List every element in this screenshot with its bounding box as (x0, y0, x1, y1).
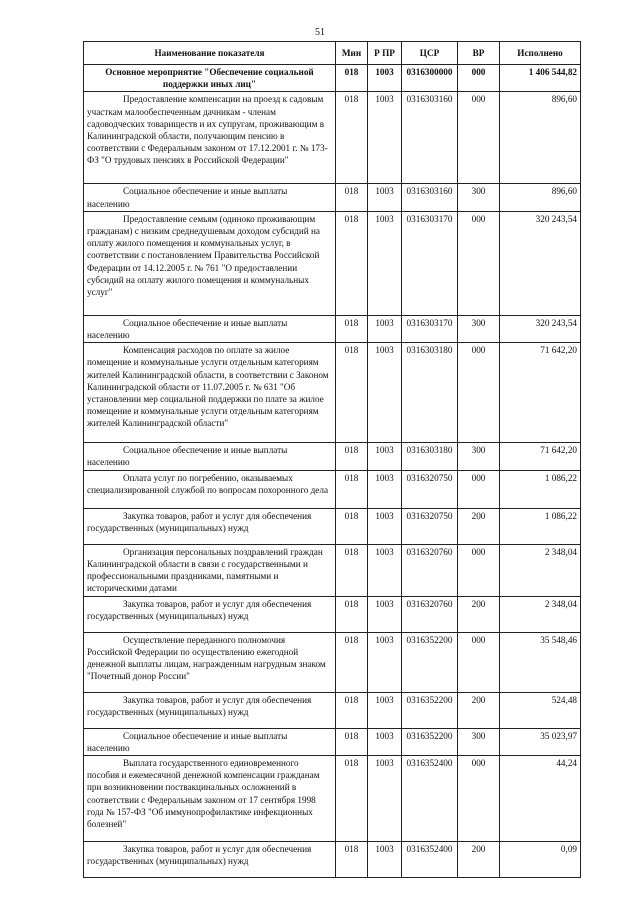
row-amount: 44,24 (500, 756, 581, 842)
row-amount: 896,60 (500, 92, 581, 184)
row-vr: 300 (458, 315, 500, 342)
row-vr: 200 (458, 842, 500, 878)
page-number: 51 (315, 27, 325, 38)
row-name: Компенсация расходов по оплате за жилое помещение и коммунальные услуги отдельным категориям жителей Калининградской области, в соответствии с Законом Калининградской области от 11.07.2005 г. № 631 "Об установлении мер социальной поддержки по плате за жилое помещение и коммунальные услуги отдельным категориям жителей Калининградской области" (87, 345, 329, 429)
row-amount: 71 642,20 (500, 343, 581, 443)
row-amount: 320 243,54 (500, 211, 581, 315)
table-row (84, 470, 581, 508)
row-min: 018 (336, 443, 368, 470)
row-rpr: 1003 (368, 470, 402, 508)
row-rpr: 1003 (368, 842, 402, 878)
table-row (84, 544, 581, 596)
row-min: 018 (336, 470, 368, 508)
row-vr: 000 (458, 211, 500, 315)
row-rpr: 1003 (368, 184, 402, 211)
row-vr: 200 (458, 508, 500, 544)
row-name: Закупка товаров, работ и услуг для обеспечения государственных (муниципальных) нужд (87, 510, 312, 533)
row-name: Предоставление семьям (одиноко проживающим гражданам) с низким среднедушевым доходом субсидий на оплату жилого помещения и коммунальных услуг, в соответствии с постановлением Правительства Российской Федерации от 14.12.2005 г. № 761 "О предоставлении субсидий на оплату жилого помещения и коммунальных услуг" (87, 213, 320, 298)
row-vr: 300 (458, 728, 500, 755)
table-row (84, 315, 581, 342)
table-row (84, 756, 581, 842)
row-csr: 0316303170 (402, 211, 458, 315)
row-rpr: 1003 (368, 596, 402, 632)
row-csr: 0316303160 (402, 92, 458, 184)
row-name: Социальное обеспечение и иные выплаты населению (87, 186, 288, 209)
row-vr: 000 (458, 65, 500, 92)
row-rpr: 1003 (368, 692, 402, 728)
table-header-row (84, 42, 581, 65)
row-rpr: 1003 (368, 92, 402, 184)
row-amount: 0,09 (500, 842, 581, 878)
table-row (84, 728, 581, 755)
row-min: 018 (336, 92, 368, 184)
row-rpr: 1003 (368, 443, 402, 470)
row-vr: 000 (458, 92, 500, 184)
row-csr: 0316303160 (402, 184, 458, 211)
table-row (84, 184, 581, 211)
row-vr: 300 (458, 184, 500, 211)
row-amount: 1 086,22 (500, 508, 581, 544)
row-amount: 524,48 (500, 692, 581, 728)
row-min: 018 (336, 315, 368, 342)
row-rpr: 1003 (368, 65, 402, 92)
row-rpr: 1003 (368, 508, 402, 544)
row-name: Оплата услуг по погребению, оказываемых специализированной службой по вопросам похоронного дела (87, 472, 329, 495)
row-amount: 2 348,04 (500, 544, 581, 596)
row-amount: 35 548,46 (500, 632, 581, 692)
row-min: 018 (336, 544, 368, 596)
row-rpr: 1003 (368, 315, 402, 342)
row-rpr: 1003 (368, 211, 402, 315)
row-csr: 0316320760 (402, 596, 458, 632)
header-csr: ЦСР (402, 42, 458, 65)
row-vr: 000 (458, 470, 500, 508)
row-min: 018 (336, 692, 368, 728)
row-amount: 896,60 (500, 184, 581, 211)
table-row (84, 211, 581, 315)
table-row (84, 692, 581, 728)
row-rpr: 1003 (368, 544, 402, 596)
table-row (84, 596, 581, 632)
row-vr: 200 (458, 596, 500, 632)
row-min: 018 (336, 632, 368, 692)
row-name: Выплата государственного единовременного пособия и ежемесячной денежной компенсации гражданам при возникновении поствакцинальных осложнений в соответствии с Федеральным законом от 17 сентября 1998 года № 157-ФЗ "Об иммунопрофилактике инфекционных болезней" (87, 758, 320, 830)
row-csr: 0316300000 (402, 65, 458, 92)
expenditure-table (83, 41, 581, 878)
table-row (84, 92, 581, 184)
row-csr: 0316352400 (402, 756, 458, 842)
row-amount: 1 086,22 (500, 470, 581, 508)
row-rpr: 1003 (368, 728, 402, 755)
row-name: Закупка товаров, работ и услуг для обеспечения государственных (муниципальных) нужд (87, 598, 312, 621)
row-vr: 000 (458, 343, 500, 443)
row-rpr: 1003 (368, 756, 402, 842)
header-amount: Исполнено (500, 42, 581, 65)
table-row (84, 842, 581, 878)
row-min: 018 (336, 508, 368, 544)
row-amount: 35 023,97 (500, 728, 581, 755)
row-vr: 000 (458, 756, 500, 842)
row-csr: 0316303170 (402, 315, 458, 342)
table-row (84, 443, 581, 470)
table-row (84, 632, 581, 692)
row-csr: 0316352200 (402, 692, 458, 728)
row-name: Социальное обеспечение и иные выплаты населению (87, 730, 288, 753)
row-csr: 0316320760 (402, 544, 458, 596)
row-min: 018 (336, 596, 368, 632)
table-row (84, 508, 581, 544)
table-row (84, 343, 581, 443)
row-name: Социальное обеспечение и иные выплаты населению (87, 445, 288, 468)
row-csr: 0316352200 (402, 728, 458, 755)
row-name: Осуществление переданного полномочия Российской Федерации по осуществлению ежегодной денежной выплаты лицам, награжденным нагрудным знаком "Почетный донор России" (87, 634, 326, 682)
row-min: 018 (336, 343, 368, 443)
row-amount: 71 642,20 (500, 443, 581, 470)
header-rpr: Р ПР (368, 42, 402, 65)
header-vr: ВР (458, 42, 500, 65)
row-csr: 0316352200 (402, 632, 458, 692)
row-name: Закупка товаров, работ и услуг для обеспечения государственных (муниципальных) нужд (87, 844, 312, 867)
row-vr: 300 (458, 443, 500, 470)
header-min: Мин (336, 42, 368, 65)
row-csr: 0316320750 (402, 508, 458, 544)
table-row (84, 65, 581, 92)
row-min: 018 (336, 756, 368, 842)
row-csr: 0316303180 (402, 343, 458, 443)
header-name: Наименование показателя (84, 42, 336, 65)
row-csr: 0316352400 (402, 842, 458, 878)
row-min: 018 (336, 211, 368, 315)
row-name: Основное мероприятие "Обеспечение социальной поддержки иных лиц" (105, 67, 314, 90)
row-min: 018 (336, 184, 368, 211)
row-min: 018 (336, 728, 368, 755)
row-csr: 0316303180 (402, 443, 458, 470)
row-vr: 200 (458, 692, 500, 728)
row-vr: 000 (458, 632, 500, 692)
row-name: Организация персональных поздравлений граждан Калининградской области в связи с государственными и профессиональными праздниками, памятными и историческими датами (87, 546, 323, 594)
row-amount: 1 406 544,82 (500, 65, 581, 92)
row-amount: 320 243,54 (500, 315, 581, 342)
row-csr: 0316320750 (402, 470, 458, 508)
row-rpr: 1003 (368, 632, 402, 692)
row-vr: 000 (458, 544, 500, 596)
row-min: 018 (336, 65, 368, 92)
row-name: Предоставление компенсации на проезд к садовым участкам малообеспеченным дачникам - членам садоводческих товариществ и их супругам, проживающим в Калининградской области, получающим пенсию в соответствии с Федеральным законом от 17.12.2001 г. № 173-ФЗ "О трудовых пенсиях в Российской Федерации" (87, 94, 328, 166)
row-amount: 2 348,04 (500, 596, 581, 632)
row-name: Закупка товаров, работ и услуг для обеспечения государственных (муниципальных) нужд (87, 694, 312, 717)
row-name: Социальное обеспечение и иные выплаты населению (87, 317, 288, 341)
row-rpr: 1003 (368, 343, 402, 443)
row-min: 018 (336, 842, 368, 878)
